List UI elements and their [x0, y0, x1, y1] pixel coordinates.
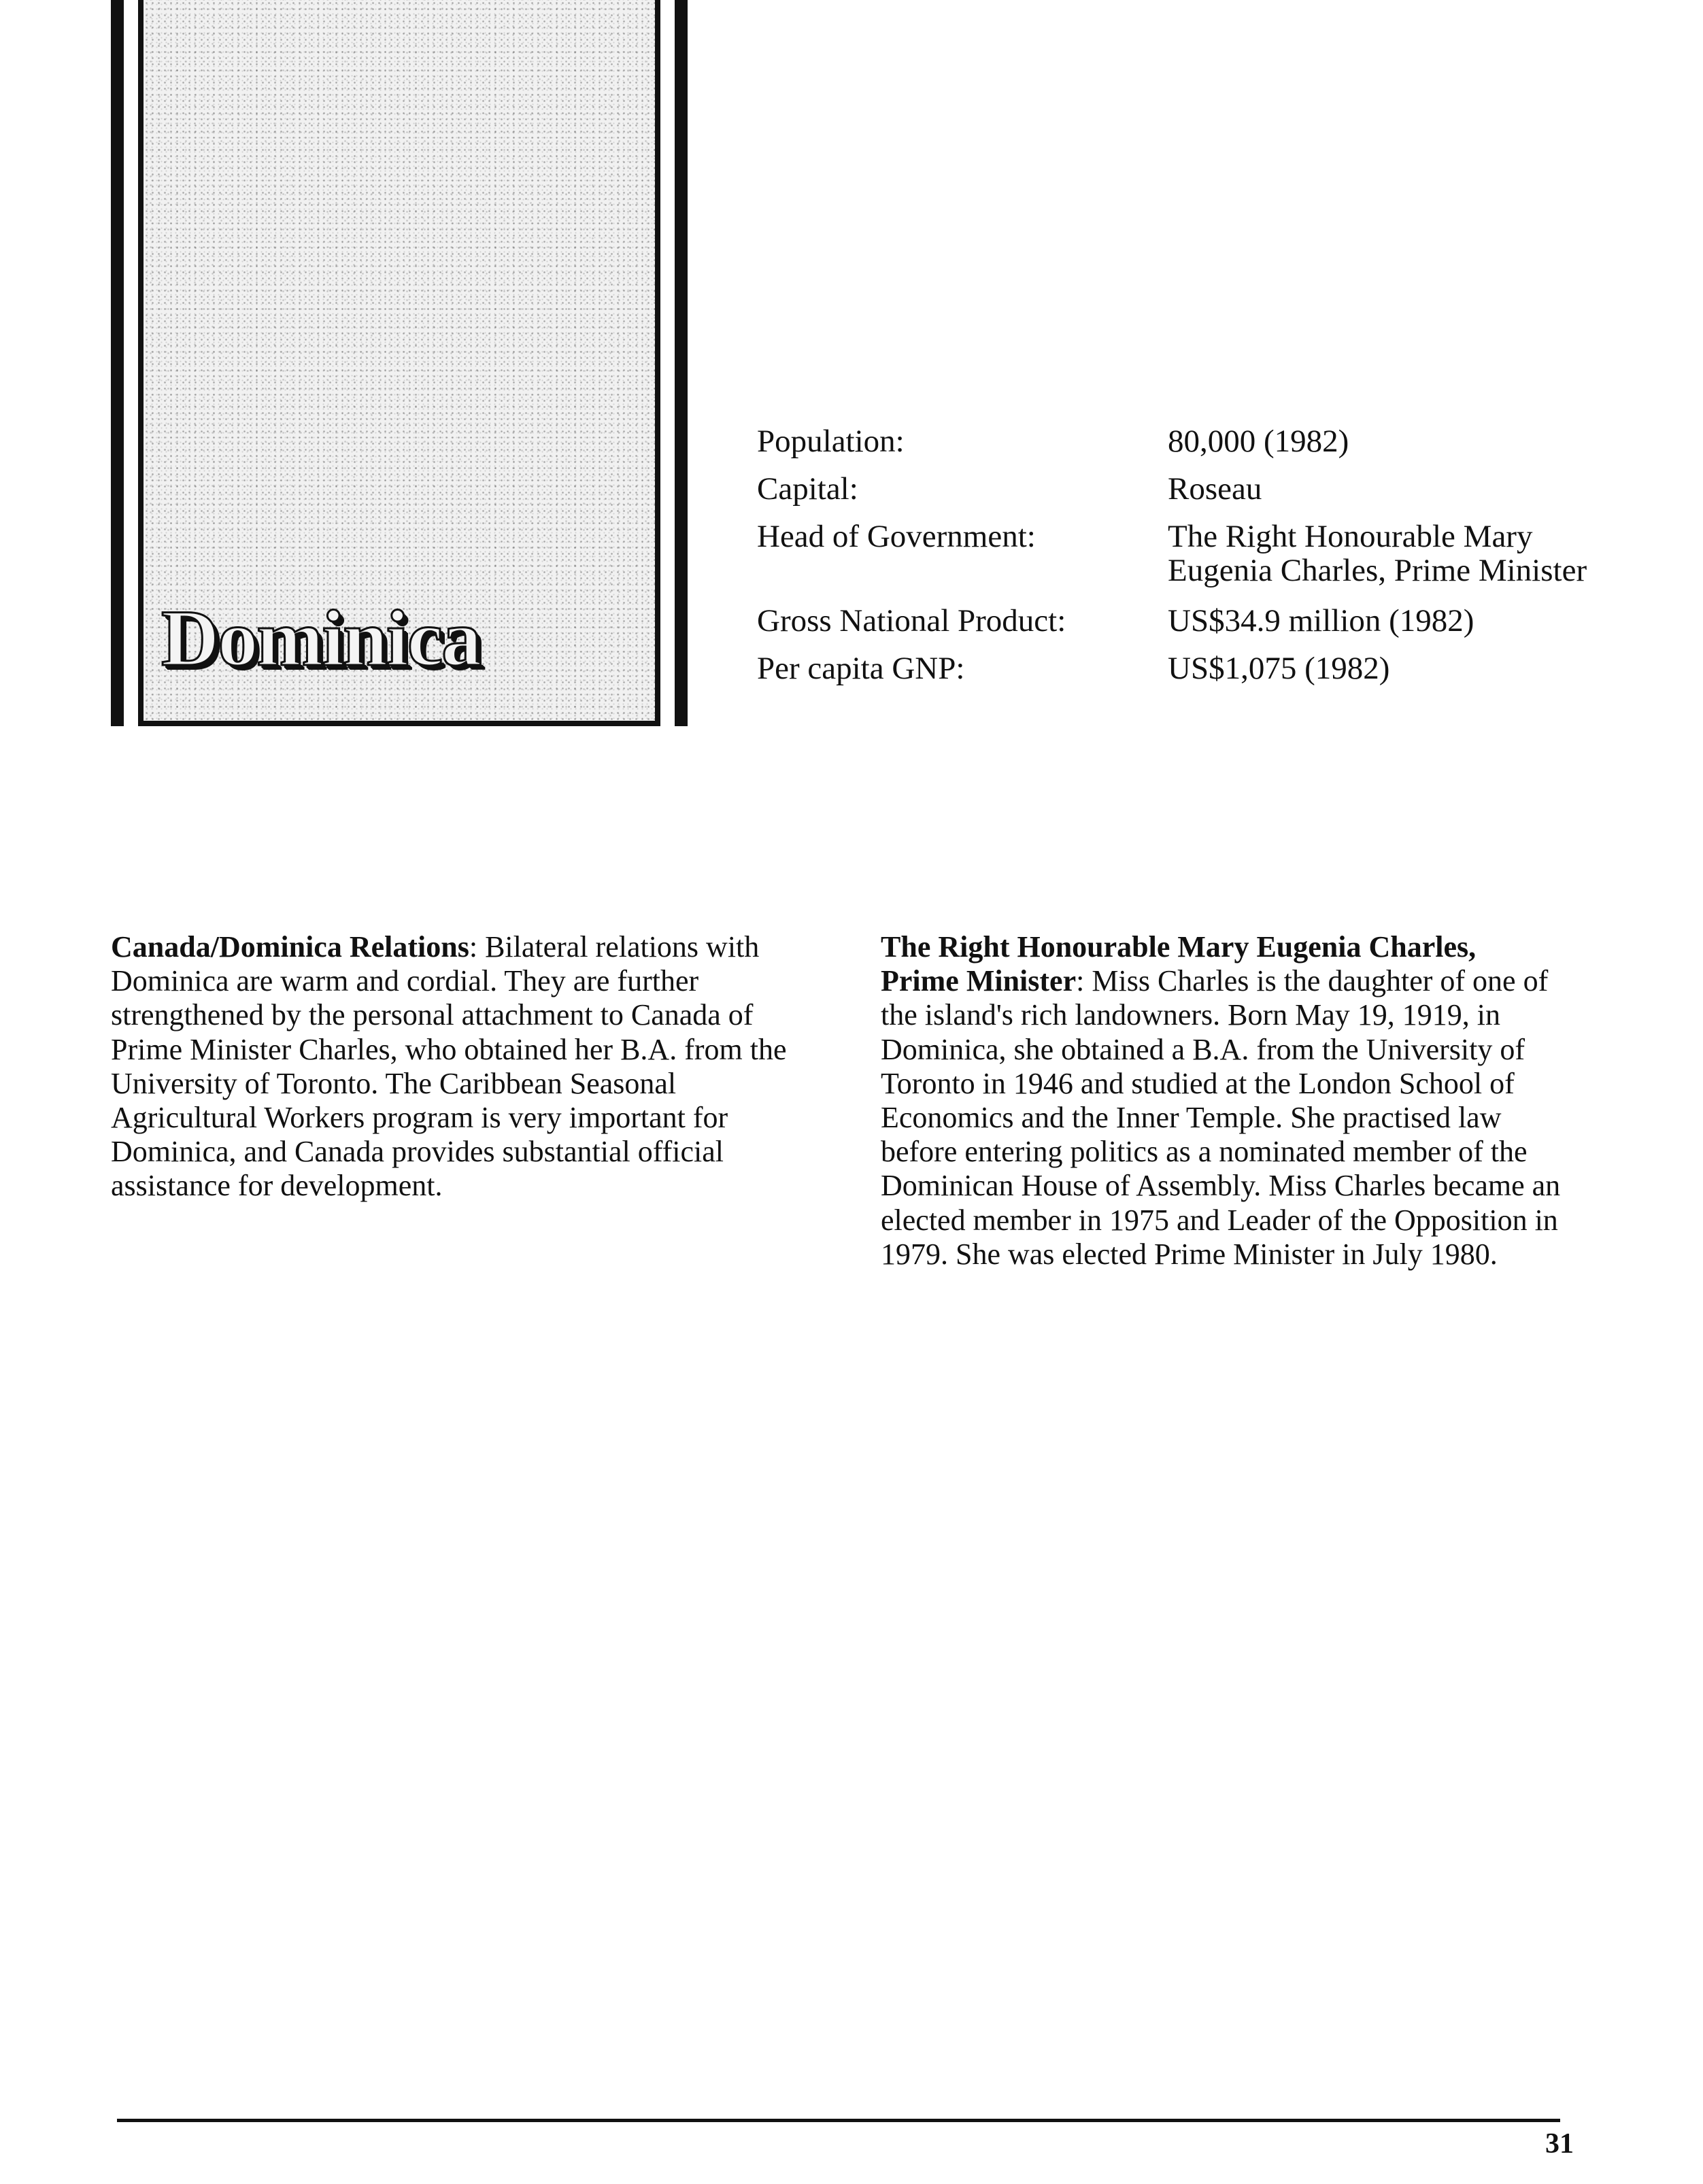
frame-bottom-line [138, 721, 660, 726]
fact-row-capital [757, 472, 1614, 506]
page-number: 31 [1545, 2128, 1574, 2160]
fact-label: Head of Government: [757, 519, 1036, 554]
fact-label: Per capita GNP: [757, 651, 965, 686]
frame-bar-outer-left [111, 0, 124, 726]
fact-label: Gross National Product: [757, 603, 1066, 638]
country-title: Dominica [161, 594, 481, 683]
biography-heading: The Right Honourable Mary Eugenia Charles, Prime Minister [881, 930, 1477, 998]
fact-row-gnp [757, 604, 1614, 638]
country-title-block [111, 0, 688, 726]
frame-bar-inner-right [655, 0, 660, 726]
fact-label: Capital: [757, 471, 858, 507]
fact-value: Roseau [1168, 471, 1262, 507]
fact-row-per-capita-gnp [757, 651, 1614, 685]
fact-value: 80,000 (1982) [1168, 424, 1349, 459]
biography-paragraph: The Right Honourable Mary Eugenia Charles, Prime Minister: Miss Charles is the daughter of one of the island's rich landowners. Born May 19, 1919, in Dominica, she obtained a B.A. from the University of Toronto in 1946 and studied at the London School of Economics and the Inner Temple. She practised law before entering politics as a nominated member of the Dominican House of Assembly. Miss Charles became an elected member in 1975 and Leader of the Opposition in 1979. She was elected Prime Minister in July 1980. [881, 930, 1561, 1271]
facts-table [757, 424, 1614, 685]
relations-heading: Canada/Dominica Relations [111, 930, 469, 963]
fact-label: Population: [757, 424, 905, 459]
relations-body: Bilateral relations with Dominica are warm and cordial. They are further strengthened by the personal attachment to Canada of Prime Minister Charles, who obtained her B.A. from the University of Toronto. The Caribbean Seasonal Agricultural Workers program is very important for Dominica, and Canada provides substantial official assistance for development. [111, 930, 787, 1203]
frame-bar-inner-left [138, 0, 144, 726]
frame-bar-outer-right [675, 0, 688, 726]
fact-value: US$34.9 million (1982) [1168, 603, 1474, 638]
relations-paragraph: Canada/Dominica Relations: Bilateral relations with Dominica are warm and cordial. They are further strengthened by the personal attachment to Canada of Prime Minister Charles, who obtained her B.A. from the University of Toronto. The Caribbean Seasonal Agricultural Workers program is very important for Dominica, and Canada provides substantial official assistance for development. [111, 930, 787, 1203]
fact-value: The Right Honourable Mary Eugenia Charles, Prime Minister [1168, 519, 1587, 588]
fact-row-population [757, 424, 1614, 458]
footer-rule [117, 2119, 1560, 2122]
biography-body: Miss Charles is the daughter of one of the island's rich landowners. Born May 19, 1919, in Dominica, she obtained a B.A. from the University of Toronto in 1946 and studied at the London School of Economics and the Inner Temple. She practised law before entering politics as a nominated member of the Dominican House of Assembly. Miss Charles became an elected member in 1975 and Leader of the Opposition in 1979. She was elected Prime Minister in July 1980. [881, 964, 1561, 1271]
fact-row-head-of-government [757, 519, 1614, 587]
fact-value: US$1,075 (1982) [1168, 651, 1390, 686]
